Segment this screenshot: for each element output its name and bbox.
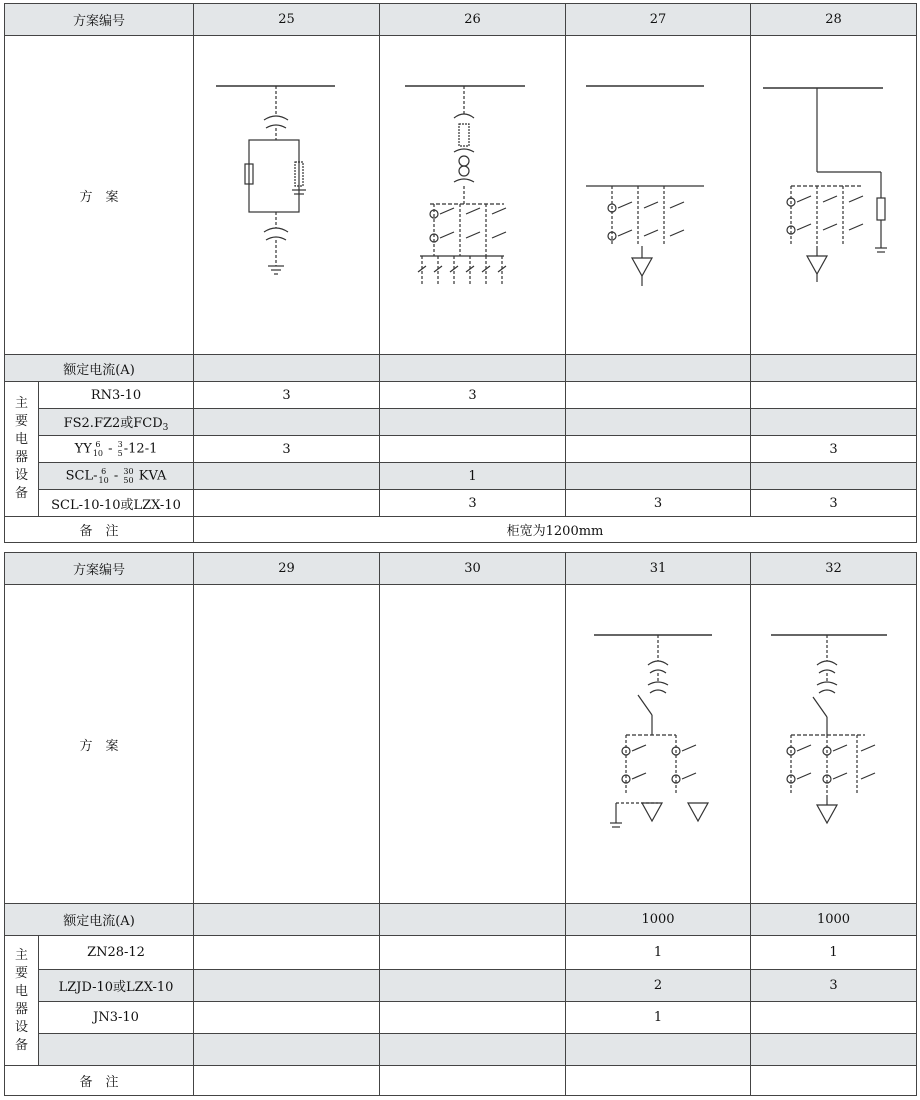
rated-current-row [5, 904, 917, 936]
rated-current-32: 1000 [751, 904, 917, 936]
scheme-table-2 [4, 552, 917, 1096]
device-qty: 3 [380, 382, 566, 409]
note-cell [194, 1066, 380, 1096]
circuit-diagram-28 [751, 36, 917, 354]
note-cell [380, 1066, 566, 1096]
scheme-diagram-29 [194, 585, 380, 904]
circuit-diagram-25 [194, 36, 380, 354]
rated-current-label: 额定电流(A) [5, 904, 194, 936]
scheme-row-label: 方 案 [5, 36, 194, 355]
circuit-diagram-31 [566, 585, 751, 903]
device-name [39, 1034, 194, 1066]
device-name: FS2.FZ2或$FCD_3$ [39, 409, 194, 436]
main-equipment-group-label: 主 要 电 器 设 备 [5, 382, 39, 517]
rated-current-27 [566, 355, 751, 382]
device-name: RN3-10 [39, 382, 194, 409]
scheme-number-26: 26 [380, 4, 566, 36]
note-row [5, 517, 917, 543]
rated-current-label: 额定电流(A) [5, 355, 194, 382]
device-qty [194, 936, 380, 970]
device-qty [380, 936, 566, 970]
device-qty [380, 409, 566, 436]
circuit-diagram-27 [566, 36, 751, 354]
scheme-number-31: 31 [566, 553, 751, 585]
device-qty [566, 382, 751, 409]
device-name: SCL- 6 10 - 30 50 KVA [39, 463, 194, 490]
device-row [5, 436, 917, 463]
device-qty: 1 [566, 936, 751, 970]
device-row [5, 970, 917, 1002]
note-cell [751, 1066, 917, 1096]
scheme-number-25: 25 [194, 4, 380, 36]
device-row [5, 1034, 917, 1066]
device-row [5, 409, 917, 436]
device-qty [751, 463, 917, 490]
circuit-diagram-32 [751, 585, 917, 903]
scheme-number-label: 方案编号 [5, 553, 194, 585]
device-qty [194, 463, 380, 490]
device-qty [380, 1034, 566, 1066]
device-qty [194, 1034, 380, 1066]
device-row [5, 382, 917, 409]
device-qty: 3 [751, 970, 917, 1002]
device-qty [380, 1002, 566, 1034]
device-name: LZJD-10或LZX-10 [39, 970, 194, 1002]
device-qty [751, 382, 917, 409]
rated-current-28 [751, 355, 917, 382]
scheme-diagram-32 [751, 585, 917, 904]
scheme-table-1 [4, 3, 917, 543]
device-name: YY 6 10 - 3 5 -12-1 [39, 436, 194, 463]
device-qty [194, 1002, 380, 1034]
scheme-number-32: 32 [751, 553, 917, 585]
note-text: 柜宽为1200mm [194, 517, 917, 543]
device-row [5, 1002, 917, 1034]
scheme-diagram-row [5, 585, 917, 904]
scheme-diagram-30 [380, 585, 566, 904]
device-qty [194, 970, 380, 1002]
device-qty [380, 436, 566, 463]
scheme-number-row [5, 4, 917, 36]
scheme-number-28: 28 [751, 4, 917, 36]
device-qty: 3 [194, 436, 380, 463]
scheme-diagram-28 [751, 36, 917, 355]
scheme-diagram-27 [566, 36, 751, 355]
device-row [5, 936, 917, 970]
scheme-number-row [5, 553, 917, 585]
device-qty [751, 409, 917, 436]
device-name: SCL-10-10或LZX-10 [39, 490, 194, 517]
scheme-number-29: 29 [194, 553, 380, 585]
scheme-diagram-25 [194, 36, 380, 355]
device-qty [566, 436, 751, 463]
rated-current-row [5, 355, 917, 382]
device-qty [566, 409, 751, 436]
device-row [5, 490, 917, 517]
note-cell [566, 1066, 751, 1096]
note-label: 备 注 [5, 517, 194, 543]
device-qty: 3 [194, 382, 380, 409]
scheme-row-label: 方 案 [5, 585, 194, 904]
rated-current-26 [380, 355, 566, 382]
note-row [5, 1066, 917, 1096]
rated-current-25 [194, 355, 380, 382]
rated-current-30 [380, 904, 566, 936]
scheme-number-27: 27 [566, 4, 751, 36]
device-row [5, 463, 917, 490]
device-qty [751, 1034, 917, 1066]
device-qty: 1 [751, 936, 917, 970]
device-qty [751, 1002, 917, 1034]
main-equipment-group-label: 主 要 电 器 设 备 [5, 936, 39, 1066]
scheme-number-label: 方案编号 [5, 4, 194, 36]
scheme-diagram-26 [380, 36, 566, 355]
device-qty [194, 409, 380, 436]
device-name: JN3-10 [39, 1002, 194, 1034]
device-qty: 2 [566, 970, 751, 1002]
device-qty: 3 [751, 490, 917, 517]
device-qty [380, 970, 566, 1002]
device-qty: 1 [380, 463, 566, 490]
rated-current-31: 1000 [566, 904, 751, 936]
device-qty: 1 [566, 1002, 751, 1034]
device-qty: 3 [380, 490, 566, 517]
device-qty [194, 490, 380, 517]
device-name: ZN28-12 [39, 936, 194, 970]
scheme-diagram-row [5, 36, 917, 355]
note-label: 备 注 [5, 1066, 194, 1096]
scheme-number-30: 30 [380, 553, 566, 585]
scheme-diagram-31 [566, 585, 751, 904]
device-qty [566, 463, 751, 490]
rated-current-29 [194, 904, 380, 936]
circuit-diagram-26 [380, 36, 566, 354]
device-qty: 3 [751, 436, 917, 463]
device-qty [566, 1034, 751, 1066]
device-qty: 3 [566, 490, 751, 517]
